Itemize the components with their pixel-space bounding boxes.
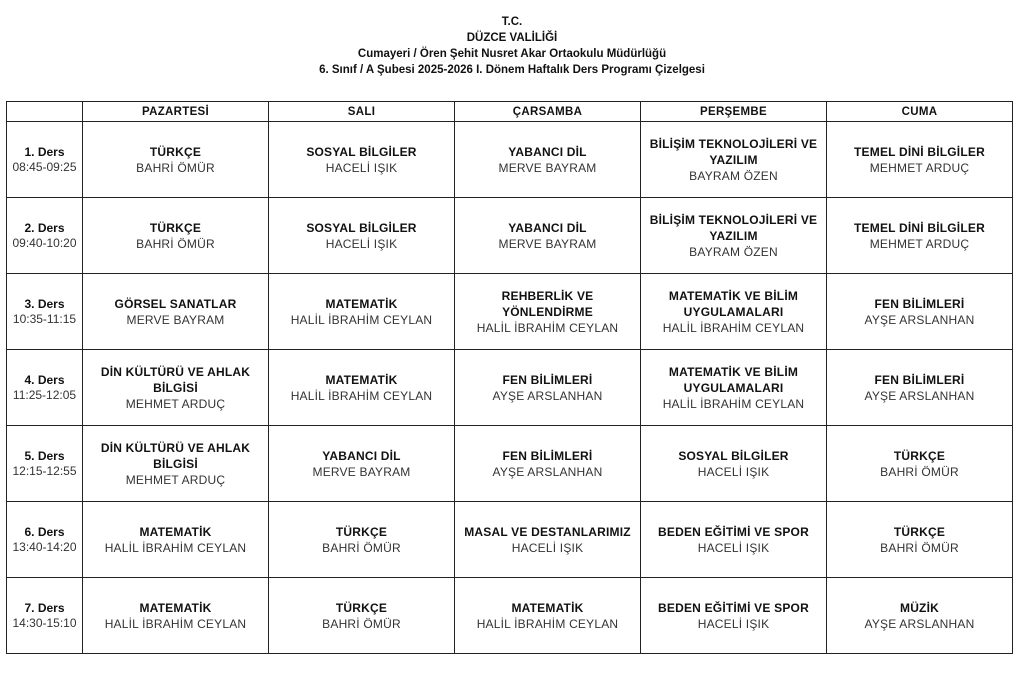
lesson-cell	[641, 350, 827, 426]
lesson-subject: BİLİŞİM TEKNOLOJİLERİ VE YAZILIM	[649, 136, 818, 167]
lesson-subject: BEDEN EĞİTİMİ VE SPOR	[658, 600, 809, 615]
lesson-teacher: MEHMET ARDUÇ	[125, 472, 226, 487]
period-cell	[7, 578, 83, 654]
lesson-cell	[827, 426, 1013, 502]
lesson-teacher: AYŞE ARSLANHAN	[864, 312, 975, 327]
lesson-subject: TÜRKÇE	[149, 220, 202, 235]
lesson-subject: TÜRKÇE	[893, 524, 946, 539]
day-header: SALI	[269, 102, 455, 122]
lesson-subject: MATEMATİK	[325, 372, 398, 387]
lesson-teacher: MEHMET ARDUÇ	[125, 396, 226, 411]
lesson-cell	[455, 274, 641, 350]
lesson-teacher: HALİL İBRAHİM CEYLAN	[662, 396, 805, 411]
lesson-cell	[641, 198, 827, 274]
lesson-subject: SOSYAL BİLGİLER	[678, 448, 789, 463]
lesson-teacher: MEHMET ARDUÇ	[869, 160, 970, 175]
lesson-cell	[827, 578, 1013, 654]
lesson-teacher: MERVE BAYRAM	[126, 312, 225, 327]
lesson-teacher: HALİL İBRAHİM CEYLAN	[476, 616, 619, 631]
lesson-subject: DİN KÜLTÜRÜ VE AHLAK BİLGİSİ	[100, 364, 251, 395]
period-cell	[7, 426, 83, 502]
lesson-teacher: HACELİ IŞIK	[697, 464, 770, 479]
lesson-subject: SOSYAL BİLGİLER	[306, 144, 417, 159]
lesson-cell	[455, 198, 641, 274]
header-title: 6. Sınıf / A Şubesi 2025-2026 I. Dönem Haftalık Ders Programı Çizelgesi	[319, 64, 705, 76]
lesson-subject: REHBERLİK VE YÖNLENDİRME	[501, 288, 594, 319]
lesson-teacher: AYŞE ARSLANHAN	[864, 616, 975, 631]
lesson-cell	[455, 350, 641, 426]
lesson-cell	[83, 426, 269, 502]
period-row	[7, 122, 1013, 198]
lesson-cell	[827, 122, 1013, 198]
lesson-cell	[269, 426, 455, 502]
lesson-cell	[641, 426, 827, 502]
lesson-subject: TEMEL DİNİ BİLGİLER	[854, 220, 985, 235]
lesson-teacher: AYŞE ARSLANHAN	[492, 388, 603, 403]
lesson-cell	[827, 274, 1013, 350]
lesson-subject: TÜRKÇE	[335, 600, 388, 615]
lesson-cell	[269, 502, 455, 578]
lesson-cell	[83, 122, 269, 198]
lesson-subject: MÜZİK	[900, 600, 939, 615]
header-school: Cumayeri / Ören Şehit Nusret Akar Ortaokulu Müdürlüğü	[357, 48, 667, 60]
lesson-teacher: MEHMET ARDUÇ	[869, 236, 970, 251]
lesson-subject: TÜRKÇE	[335, 524, 388, 539]
lesson-teacher: HALİL İBRAHİM CEYLAN	[290, 312, 433, 327]
period-row	[7, 350, 1013, 426]
weekly-schedule-table	[6, 101, 1013, 654]
period-cell	[7, 350, 83, 426]
lesson-subject: TÜRKÇE	[893, 448, 946, 463]
lesson-subject: FEN BİLİMLERİ	[502, 448, 593, 463]
lesson-teacher: BAHRİ ÖMÜR	[880, 540, 959, 555]
lesson-cell	[641, 122, 827, 198]
lesson-cell	[83, 198, 269, 274]
lesson-subject: MATEMATİK	[511, 600, 584, 615]
day-header: PAZARTESİ	[83, 102, 269, 122]
lesson-cell	[83, 274, 269, 350]
period-row	[7, 502, 1013, 578]
lesson-teacher: MERVE BAYRAM	[498, 236, 597, 251]
period-row	[7, 198, 1013, 274]
period-row	[7, 578, 1013, 654]
lesson-subject: MASAL VE DESTANLARIMIZ	[464, 524, 631, 539]
lesson-subject: FEN BİLİMLERİ	[502, 372, 593, 387]
lesson-cell	[827, 350, 1013, 426]
header-governorship: DÜZCE VALİLİĞİ	[466, 32, 558, 44]
lesson-cell	[641, 578, 827, 654]
lesson-subject: TÜRKÇE	[149, 144, 202, 159]
lesson-cell	[455, 502, 641, 578]
lesson-cell	[641, 274, 827, 350]
period-time: 13:40-14:20	[12, 539, 77, 554]
lesson-subject: YABANCI DİL	[508, 220, 587, 235]
lesson-subject: MATEMATİK	[325, 296, 398, 311]
lesson-subject: MATEMATİK VE BİLİM UYGULAMALARI	[668, 288, 799, 319]
lesson-cell	[83, 502, 269, 578]
lesson-teacher: HACELİ IŞIK	[325, 236, 398, 251]
lesson-teacher: MERVE BAYRAM	[312, 464, 411, 479]
lesson-subject: FEN BİLİMLERİ	[874, 372, 965, 387]
period-label: 6. Ders	[24, 524, 65, 539]
day-header-row	[7, 102, 1013, 122]
lesson-subject: TEMEL DİNİ BİLGİLER	[854, 144, 985, 159]
lesson-subject: FEN BİLİMLERİ	[874, 296, 965, 311]
period-label: 7. Ders	[24, 600, 65, 615]
day-header: CUMA	[827, 102, 1013, 122]
lesson-subject: MATEMATİK	[139, 600, 212, 615]
period-time: 09:40-10:20	[12, 235, 77, 250]
lesson-teacher: AYŞE ARSLANHAN	[492, 464, 603, 479]
document-header	[0, 14, 1024, 78]
period-cell	[7, 198, 83, 274]
day-header: ÇARSAMBA	[455, 102, 641, 122]
period-label: 2. Ders	[24, 220, 65, 235]
lesson-cell	[269, 198, 455, 274]
lesson-teacher: HALİL İBRAHİM CEYLAN	[476, 320, 619, 335]
period-time: 12:15-12:55	[12, 463, 77, 478]
lesson-cell	[83, 578, 269, 654]
lesson-teacher: HACELİ IŞIK	[697, 540, 770, 555]
lesson-subject: MATEMATİK VE BİLİM UYGULAMALARI	[668, 364, 799, 395]
lesson-teacher: HACELİ IŞIK	[325, 160, 398, 175]
lesson-teacher: HALİL İBRAHİM CEYLAN	[290, 388, 433, 403]
lesson-cell	[269, 274, 455, 350]
lesson-teacher: BAHRİ ÖMÜR	[880, 464, 959, 479]
lesson-teacher: BAHRİ ÖMÜR	[136, 236, 215, 251]
lesson-cell	[455, 578, 641, 654]
lesson-teacher: MERVE BAYRAM	[498, 160, 597, 175]
lesson-teacher: BAYRAM ÖZEN	[689, 168, 778, 183]
period-cell	[7, 122, 83, 198]
lesson-teacher: BAHRİ ÖMÜR	[322, 540, 401, 555]
lesson-teacher: BAYRAM ÖZEN	[689, 244, 778, 259]
lesson-cell	[641, 502, 827, 578]
lesson-teacher: HACELİ IŞIK	[697, 616, 770, 631]
lesson-teacher: AYŞE ARSLANHAN	[864, 388, 975, 403]
period-row	[7, 426, 1013, 502]
lesson-cell	[827, 198, 1013, 274]
lesson-subject: MATEMATİK	[139, 524, 212, 539]
period-row	[7, 274, 1013, 350]
lesson-cell	[455, 426, 641, 502]
lesson-cell	[269, 122, 455, 198]
lesson-subject: BİLİŞİM TEKNOLOJİLERİ VE YAZILIM	[649, 212, 818, 243]
lesson-teacher: HALİL İBRAHİM CEYLAN	[104, 616, 247, 631]
lesson-subject: YABANCI DİL	[508, 144, 587, 159]
lesson-teacher: BAHRİ ÖMÜR	[322, 616, 401, 631]
period-cell	[7, 274, 83, 350]
period-time: 11:25-12:05	[12, 387, 77, 402]
period-label: 5. Ders	[24, 448, 65, 463]
lesson-subject: DİN KÜLTÜRÜ VE AHLAK BİLGİSİ	[100, 440, 251, 471]
lesson-cell	[827, 502, 1013, 578]
lesson-cell	[83, 350, 269, 426]
period-time: 10:35-11:15	[12, 311, 77, 326]
lesson-cell	[269, 578, 455, 654]
lesson-subject: GÖRSEL SANATLAR	[114, 296, 237, 311]
day-header: PERŞEMBE	[641, 102, 827, 122]
period-time: 08:45-09:25	[12, 159, 77, 174]
lesson-subject: BEDEN EĞİTİMİ VE SPOR	[658, 524, 809, 539]
lesson-cell	[455, 122, 641, 198]
lesson-subject: YABANCI DİL	[322, 448, 401, 463]
lesson-teacher: HACELİ IŞIK	[511, 540, 584, 555]
lesson-cell	[269, 350, 455, 426]
period-label: 1. Ders	[24, 144, 65, 159]
lesson-teacher: HALİL İBRAHİM CEYLAN	[104, 540, 247, 555]
lesson-teacher: BAHRİ ÖMÜR	[136, 160, 215, 175]
header-state: T.C.	[501, 16, 523, 28]
corner-cell	[7, 102, 83, 122]
period-label: 3. Ders	[24, 296, 65, 311]
lesson-teacher: HALİL İBRAHİM CEYLAN	[662, 320, 805, 335]
period-cell	[7, 502, 83, 578]
period-label: 4. Ders	[24, 372, 65, 387]
lesson-subject: SOSYAL BİLGİLER	[306, 220, 417, 235]
period-time: 14:30-15:10	[12, 615, 77, 630]
